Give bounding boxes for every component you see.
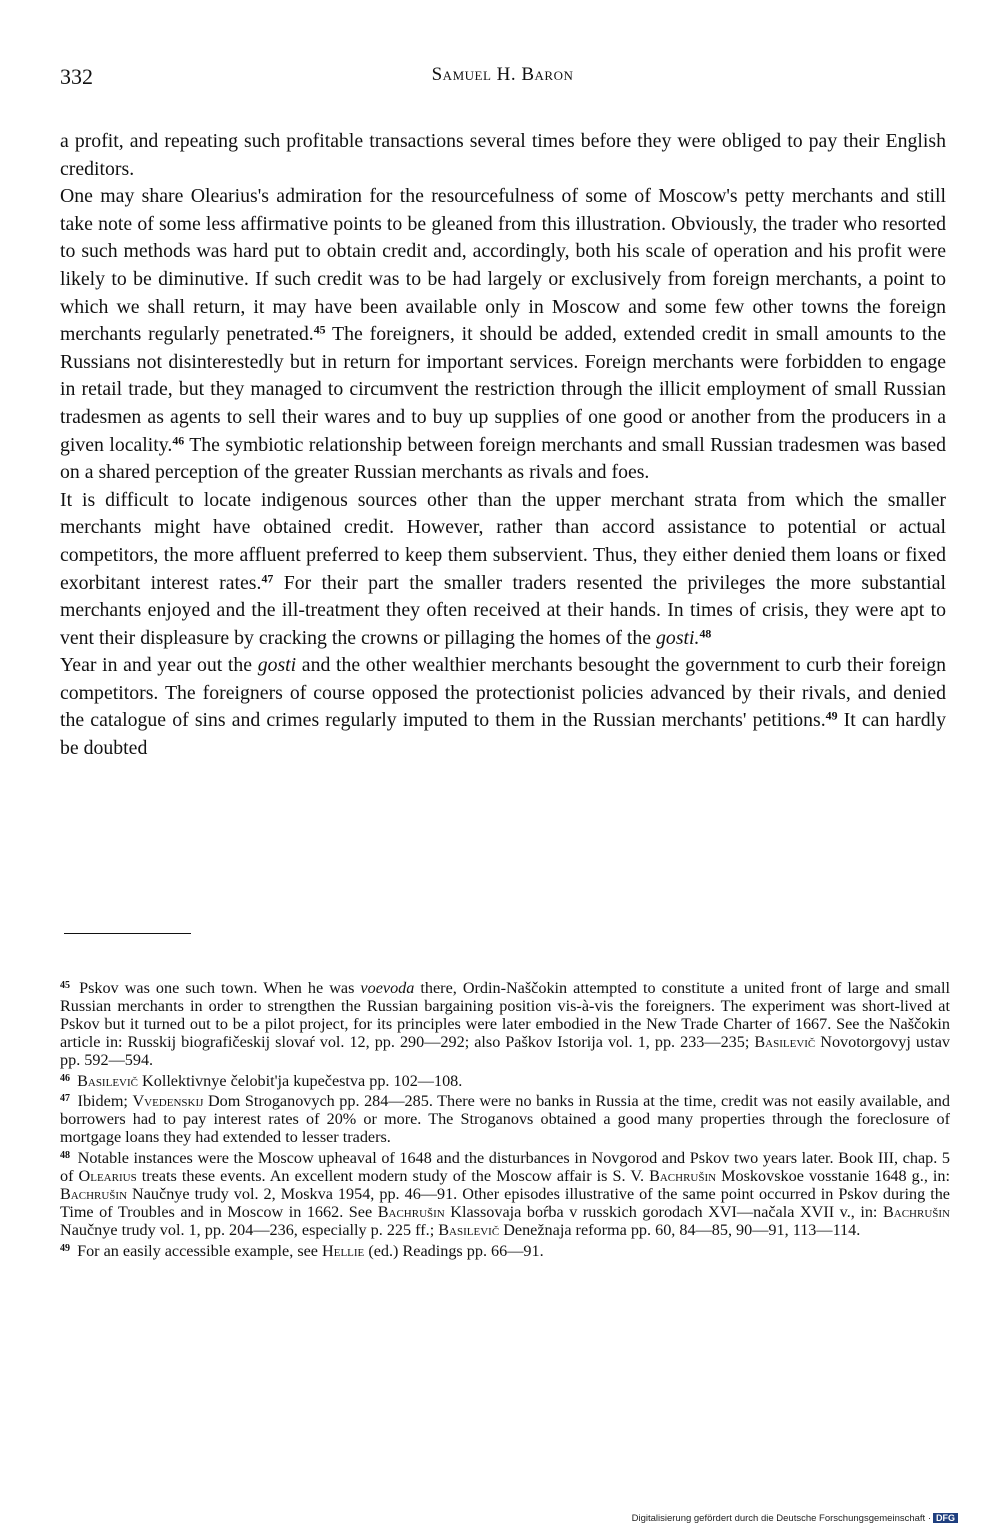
footnote-ref-49[interactable]: 49 [825,708,838,723]
paragraph-4: Year in and year out the gosti and the other wealthier merchants besought the government to curb their foreign competitors. The foreigners of course opposed the protectionist policies advanced by their rivals, and denied the catalogue of sins and crimes regularly imputed to them in the Russian merchants' petitions.$^{49}$ It can hardly be doubted [60,654,946,760]
footnote-47: $^{47}$ Ibidem; Vvedenskij Dom Stroganovych pp. 284—285. There were no banks in Russia at the time, credit was not easily available, and borrowers had to pay interest rates of 20% or more. The Stroganovs obtained a good many properties through the foreclosure of mortgage loans they had extended to lesser traders. [60,1092,950,1147]
digitization-colophon: Digitalisierung gefördert durch die Deutsche Forschungsgemeinschaft · DFG [632,1513,958,1524]
footnote-ref-46[interactable]: 46 [172,433,185,447]
dfg-logo: DFG [933,1513,958,1523]
footnote-divider [64,933,191,934]
footnotes [60,977,950,1261]
footnote-ref-45[interactable]: 45 [313,322,326,337]
footnote-49: $^{49}$ For an easily accessible example, see Hellie (ed.) Readings pp. 66—91. [60,1241,544,1260]
running-head: Samuel H. Baron [431,64,574,85]
footnote-ref-48[interactable]: 48 [699,626,712,641]
footnote-46: $^{46}$ Basilevič Kollektivnye čelobit'ja kupečestva pp. 102—108. [60,1071,463,1090]
footnote-48: $^{48}$ Notable instances were the Moscow upheaval of 1648 and the disturbances in Novgorod and Pskov two years later. Book III, chap. 5 of Olearius treats these events. An excellent modern study of the Moscow affair is S. V. Bachrušin Moskovskoe vosstanie 1648 g., in: Bachrušin Naučnye trudy vol. 2, Moskva 1954, pp. 46—91. Other episodes illustrative of the same point occurred in Pskov during the Time of Troubles and in Moscow in 1662. See Bachrušin Klassovaja boŕba v russkich gorodach XVI—načala XVII v., in: Bachrušin Naučnye trudy vol. 1, pp. 204—236, especially p. 225 ff.; Basilevič Denežnaja reforma pp. 60, 84—85, 90—91, 113—114. [60,1149,951,1239]
page-header [60,64,945,96]
body-text [60,128,946,763]
page-number: 332 [60,64,93,89]
paragraph-1: a profit, and repeating such profitable transactions several times before they were obliged to pay their English creditors. [60,130,946,180]
footnote-ref-47[interactable]: 47 [261,570,274,585]
paragraph-3: It is difficult to locate indigenous sources other than the upper merchant strata from which the smaller merchants might have obtained credit. However, rather than accord assistance to potential or actual competitors, the more affluent preferred to keep them subservient. Thus, they either denied them loans or fixed exorbitant interest rates.$^{47}$ For their part the smaller traders resented the privileges the more substantial merchants enjoyed and the ill-treatment they often received at their hands. In times of crisis, they were apt to vent their displeasure by cracking the crowns or pillaging the homes of the gosti.$^{48}$ [60,488,947,649]
footnote-45: $^{45}$ Pskov was one such town. When he was voevoda there, Ordin-Naščokin attempted to constitute a united front of large and small Russian merchants in order to strengthen the Russian bargaining position vis-à-vis the foreigners. The experiment was short-lived at Pskov but it turned out to be a pilot project, for its principles were later embodied in the New Trade Charter of 1667. See the Naščokin article in: Russkij biografičeskij slovaŕ vol. 12, pp. 290—292; also Paškov Istorija vol. 1, pp. 233—235; Basilevič Novotorgovyj ustav pp. 592—594. [60,979,950,1069]
paragraph-2: One may share Olearius's admiration for the resourcefulness of some of Moscow's petty merchants and still take note of some less affirmative points to be gleaned from this illustration. Obviously, the trader who resorted to such methods was hard put to obtain credit and, accordingly, both his scale of operation and his profit were likely to be diminutive. If such credit was to be had largely or exclusively from foreign merchants, a point to which we shall return, it may have been available only in Moscow and some few other towns the foreign merchants regularly penetrated.$^{45}$ The foreigners, it should be added, extended credit in small amounts to the Russians not disinterestedly but in return for important services. Foreign merchants were forbidden to engage in retail trade, but they managed to circumvent the restriction through the illicit employment of small Russian tradesmen as agents to sell their wares and to buy up supplies of one good or another from the producers in a given locality.$^{46}$ The symbiotic relationship between foreign merchants and small Russian tradesmen was based on a shared perception of the greater Russian merchants as rivals and foes. [60,185,946,484]
